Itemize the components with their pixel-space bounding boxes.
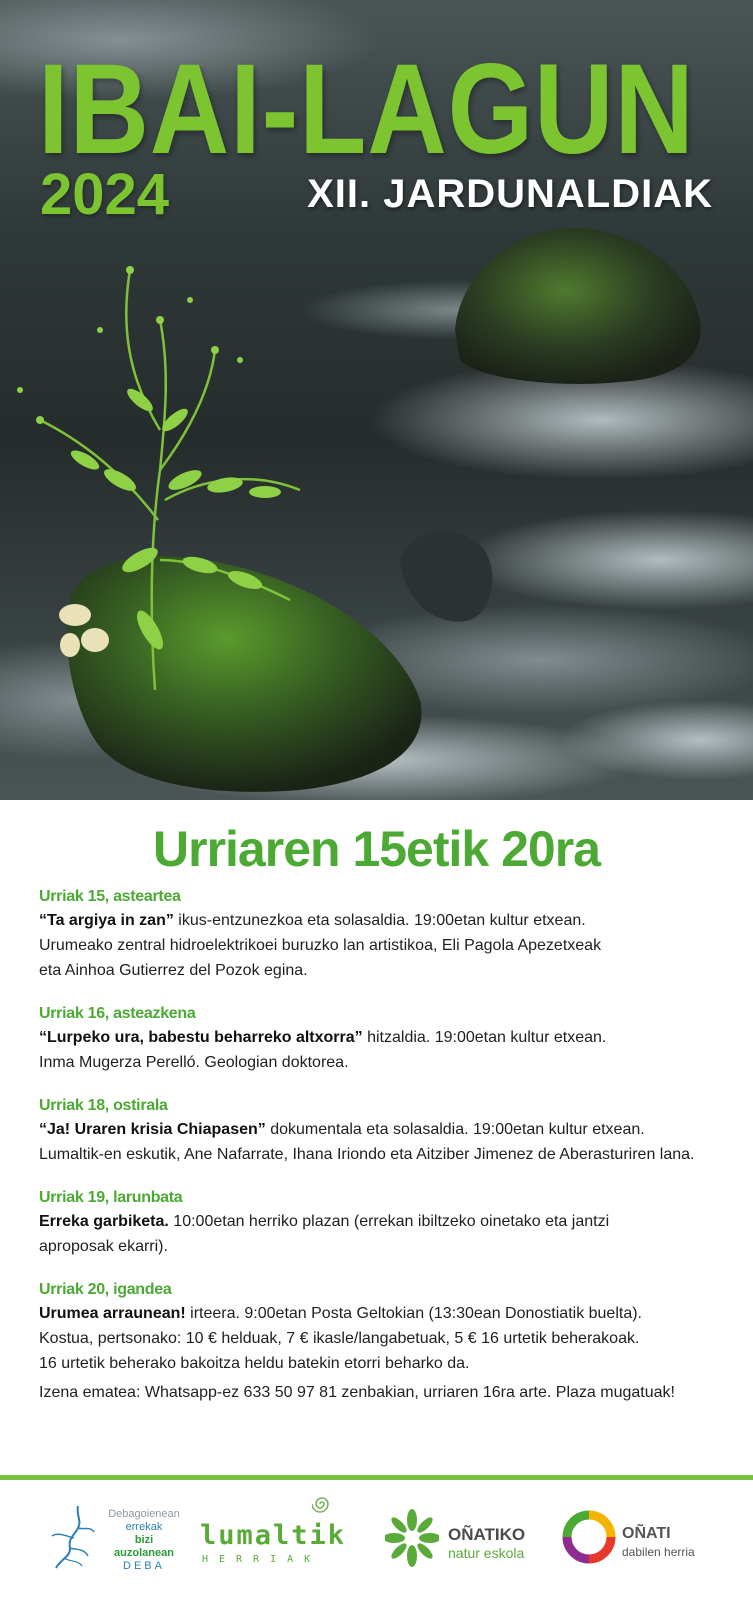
event-edition: XII. JARDUNALDIAK: [307, 172, 713, 216]
deba-line: DEBA: [123, 1560, 165, 1572]
event-text: Inma Mugerza Perelló. Geologian doktorea.: [39, 1054, 349, 1071]
event-title-bold: “Ja! Uraren krisia Chiapasen”: [39, 1121, 266, 1138]
onatiko-title: OÑATIKO: [448, 1525, 526, 1544]
event-text: Urumeako zentral hidroelektrikoei buruzko lan artistikoa, Eli Pagola Apezetxeak: [39, 937, 602, 954]
river-map-icon: [48, 1502, 98, 1572]
deba-logo: [48, 1480, 178, 1600]
event-line: [39, 1025, 739, 1050]
deba-line: errekak: [125, 1521, 163, 1533]
event-title-bold: “Ta argiya in zan”: [39, 912, 174, 929]
event-text: dokumentala eta solasaldia. 19:00etan kultur etxean.: [265, 1121, 645, 1138]
event-item: [39, 888, 739, 983]
event-item: [39, 1097, 739, 1167]
event-day: Urriak 18, ostirala: [39, 1097, 168, 1114]
onati-subtitle: dabilen herria: [622, 1545, 695, 1559]
deba-line: Debagoienean: [108, 1508, 180, 1520]
event-day: Urriak 16, asteazkena: [39, 1005, 196, 1022]
event-line: [39, 933, 739, 958]
event-title: IBAI-LAGUN: [38, 38, 695, 181]
event-title-bold: Erreka garbiketa.: [39, 1213, 169, 1230]
event-day: Urriak 20, igandea: [39, 1281, 172, 1298]
event-line: [39, 1234, 739, 1259]
event-item: [39, 1281, 739, 1376]
sponsor-footer: [0, 1480, 753, 1600]
onatiko-subtitle: natur eskola: [448, 1545, 525, 1561]
event-text: 10:00etan herriko plazan (errekan ibiltzeko oinetako eta jantzi: [168, 1213, 610, 1230]
color-ring-icon: [562, 1510, 616, 1564]
onatiko-logo: [385, 1480, 535, 1600]
star-leaf-icon: [385, 1508, 439, 1568]
event-text: hitzaldia. 19:00etan kultur etxean.: [362, 1029, 607, 1046]
event-item: [39, 1189, 739, 1259]
event-year: 2024: [40, 162, 170, 227]
onati-title: OÑATI: [622, 1525, 671, 1542]
event-text: 16 urtetik beherako bakoitza heldu batekin etorri beharko da.: [39, 1355, 470, 1372]
event-list: [39, 888, 739, 1398]
event-item: [39, 1005, 739, 1075]
event-text: eta Ainhoa Gutierrez del Pozok egina.: [39, 962, 308, 979]
lumaltik-sub: HERRIAK: [202, 1554, 322, 1565]
event-text: ikus-entzunezkoa eta solasaldia. 19:00etan kultur etxean.: [173, 912, 586, 929]
event-line: [39, 1209, 739, 1234]
event-line: [39, 908, 739, 933]
event-line: [39, 1326, 739, 1351]
event-text: aproposak ekarri).: [39, 1238, 168, 1255]
deba-line: bizi: [134, 1534, 154, 1546]
deba-line: auzolanean: [114, 1547, 174, 1559]
event-title-bold: “Lurpeko ura, babestu beharreko altxorra”: [39, 1029, 363, 1046]
event-text: irteera. 9:00etan Posta Geltokian (13:30ean Donostiatik buelta).: [185, 1305, 642, 1322]
event-text: Kostua, pertsonako: 10 € helduak, 7 € ikasle/langabetuak, 5 € 16 urtetik beherakoak.: [39, 1330, 640, 1347]
event-day: Urriak 19, larunbata: [39, 1189, 183, 1206]
event-day: Urriak 15, asteartea: [39, 888, 181, 905]
event-line: [39, 1117, 739, 1142]
event-line: [39, 958, 739, 983]
event-line: [39, 1142, 739, 1167]
lumaltik-logo: [200, 1480, 362, 1600]
signup-info: Izena ematea: Whatsapp-ez 633 50 97 81 zenbakian, urriaren 16ra arte. Plaza mugatuak!: [39, 1384, 675, 1401]
dates-heading: Urriaren 15etik 20ra: [153, 821, 600, 877]
event-title-bold: Urumea arraunean!: [39, 1305, 186, 1322]
program-section: [0, 800, 753, 1480]
event-line: [39, 1050, 739, 1075]
event-line: [39, 1351, 739, 1376]
event-text: Lumaltik-en eskutik, Ane Nafarrate, Ihana Iriondo eta Aitziber Jimenez de Aberasturiren lana.: [39, 1146, 695, 1163]
event-line: [39, 1301, 739, 1326]
spiral-icon: [312, 1494, 332, 1514]
lumaltik-word: lumaltik: [200, 1520, 347, 1551]
onati-logo: [562, 1480, 712, 1600]
